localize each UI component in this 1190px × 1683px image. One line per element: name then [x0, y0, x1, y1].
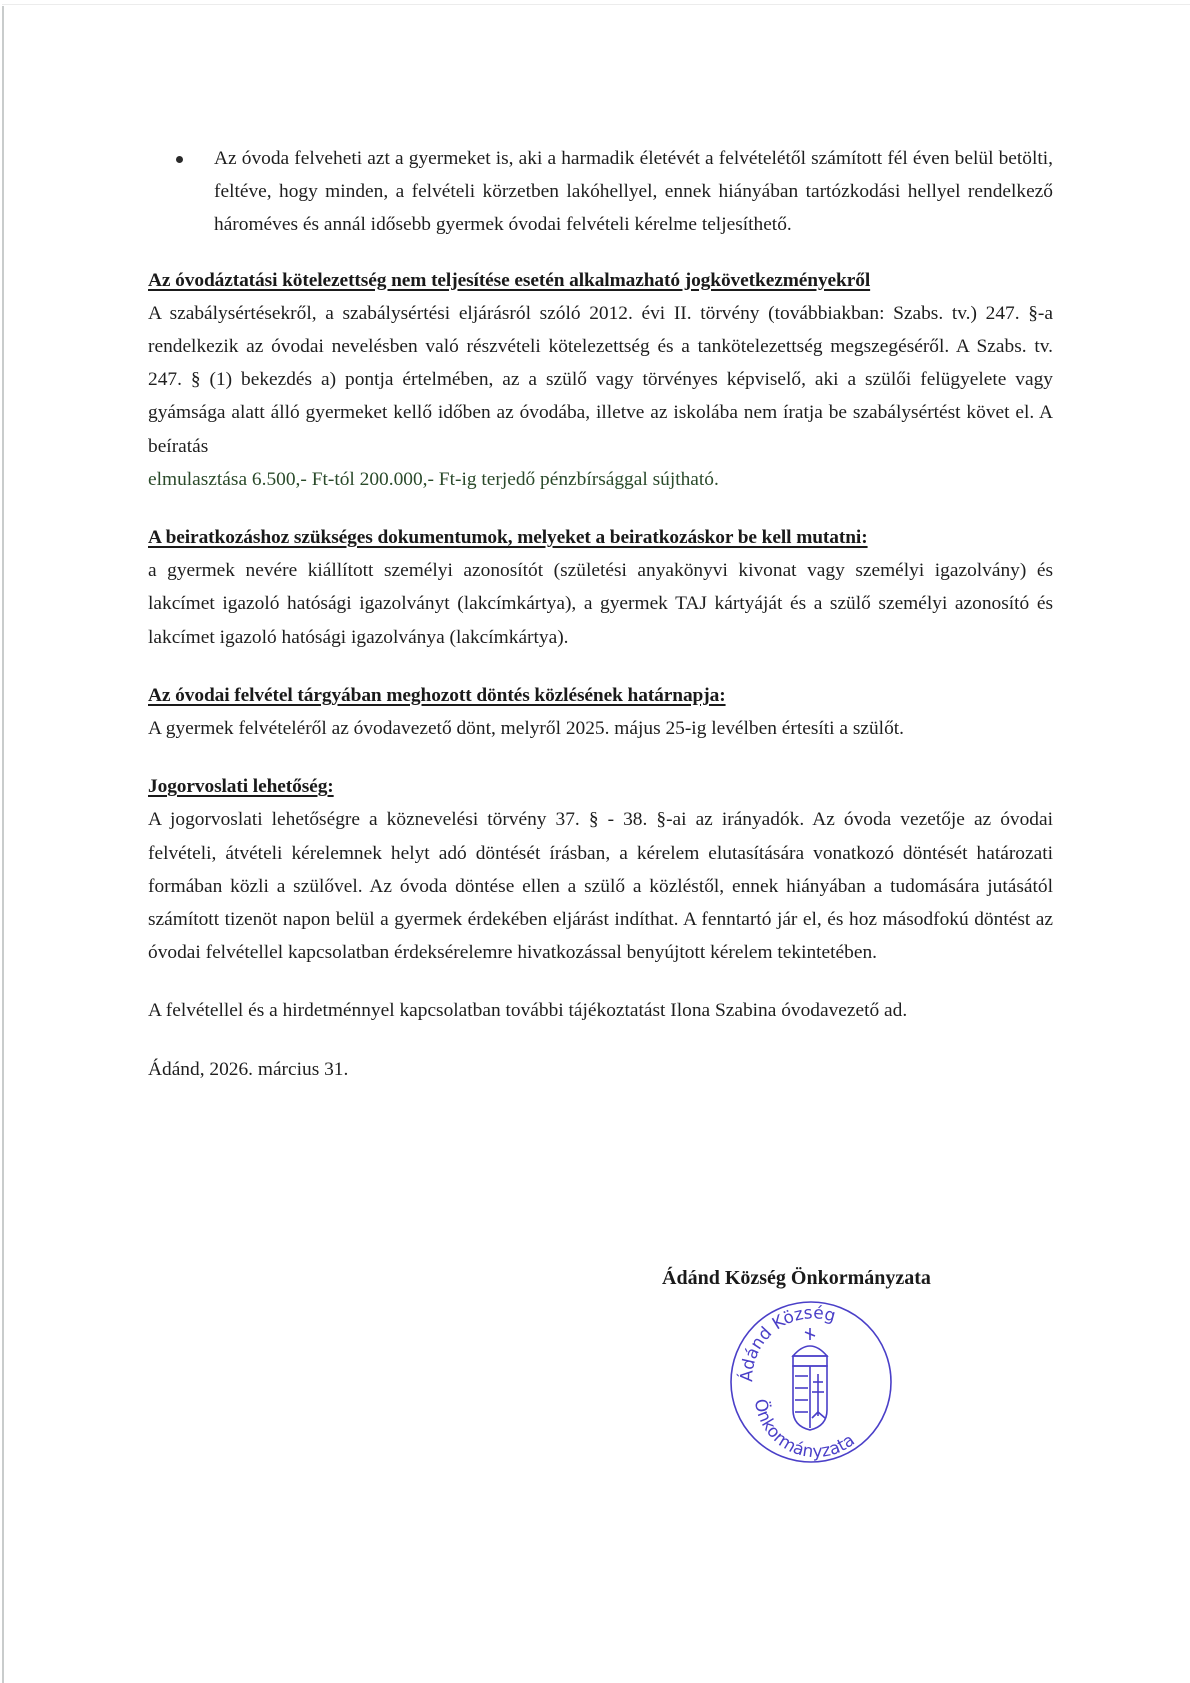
coat-of-arms-stamp-icon: [727, 1298, 895, 1466]
section-heading-documents: A beiratkozáshoz szükséges dokumentumok, melyeket a beiratkozáskor be kell mutatni:: [148, 527, 868, 549]
svg-text:Önkormányzata: [750, 1397, 859, 1462]
bullet-paragraph: Az óvoda felveheti azt a gyermeket is, aki a harmadik életévét a felvételétől számított fél éven belül betölti, feltéve, hogy minden, a felvételi körzetben lakóhellyel, ennek hiányában tartózkodási hellyel rendelkező hároméves és annál idősebb gyermek óvodai felvételi kérelme teljesíthető.: [214, 148, 1053, 236]
svg-text:Ádánd Község: [735, 1303, 837, 1382]
signature-name: Ádánd Község Önkormányzata: [662, 1267, 931, 1289]
stamp-bottom-text: Önkormányzata: [749, 1397, 859, 1463]
document-body: [148, 142, 1053, 1086]
section-heading-consequences: Az óvodáztatási kötelezettség nem teljesítése esetén alkalmazható jogkövetkezményekről: [148, 269, 871, 291]
section-body-decision-deadline: A gyermek felvételéről az óvodavezető dönt, melyről 2025. május 25-ig levélben értesíti a szülőt.: [148, 718, 904, 740]
section-body-documents: a gyermek nevére kiállított személyi azonosítót (születési anyakönyvi kivonat vagy személyi igazolvány) és lakcímet igazoló hatósági igazolványt (lakcímkártya), a gyermek TAJ kártyáját és a szülő személyi azonosító és lakcímet igazoló hatósági igazolványa (lakcímkártya).: [148, 560, 1053, 648]
section-body-consequences: A szabálysértésekről, a szabálysértési eljárásról szóló 2012. évi II. törvény (továbbiakban: Szabs. tv.) 247. §-a rendelkezik az óvodai nevelésben való részvételi kötelezettség és a tankötelezettség megszegéséről. A Szabs. tv. 247. § (1) bekezdés a) pontja értelmében, az a szülő vagy törvényes képviselő, aki a szülői felügyelete vagy gyámsága alatt álló gyermeket kellő időben az óvodába, illetve az iskolába nem íratja be szabálysértést követ el. A beíratás: [148, 302, 1053, 457]
official-stamp: [727, 1298, 895, 1466]
closing-info: A felvétellel és a hirdetménnyel kapcsolatban további tájékoztatást Ilona Szabina óvodavezető ad.: [148, 1000, 908, 1022]
bullet-icon: [176, 156, 183, 163]
section-heading-legal-remedy: Jogorvoslati lehetőség:: [148, 776, 334, 798]
stamp-top-text: Ádánd Község: [737, 1303, 838, 1383]
place-date: Ádánd, 2026. március 31.: [148, 1058, 349, 1080]
page-edge-top: [2, 4, 1190, 5]
page-edge: [2, 6, 4, 1683]
bullet-list-item: [148, 142, 1053, 242]
section-body-consequences-tail: elmulasztása 6.500,- Ft-tól 200.000,- Ft-ig terjedő pénzbírsággal sújtható.: [148, 468, 719, 490]
section-body-legal-remedy: A jogorvoslati lehetőségre a köznevelési törvény 37. § - 38. §-ai az irányadók. Az óvoda vezetője az óvodai felvételi, átvételi kérelemnek helyt adó döntését írásban, a kérelem elutasítására vonatkozó döntését határozati formában közli a szülővel. Az óvoda döntése ellen a szülő a közléstől, ennek hiányában a tudomására jutásától számított tizenöt napon belül a gyermek érdekében eljárást indíthat. A fenntartó jár el, és hoz másodfokú döntést az óvodai felvétellel kapcsolatban érdeksérelemre hivatkozással benyújtott kérelem tekintetében.: [148, 809, 1053, 964]
section-heading-decision-deadline: Az óvodai felvétel tárgyában meghozott döntés közlésének határnapja:: [148, 684, 726, 706]
